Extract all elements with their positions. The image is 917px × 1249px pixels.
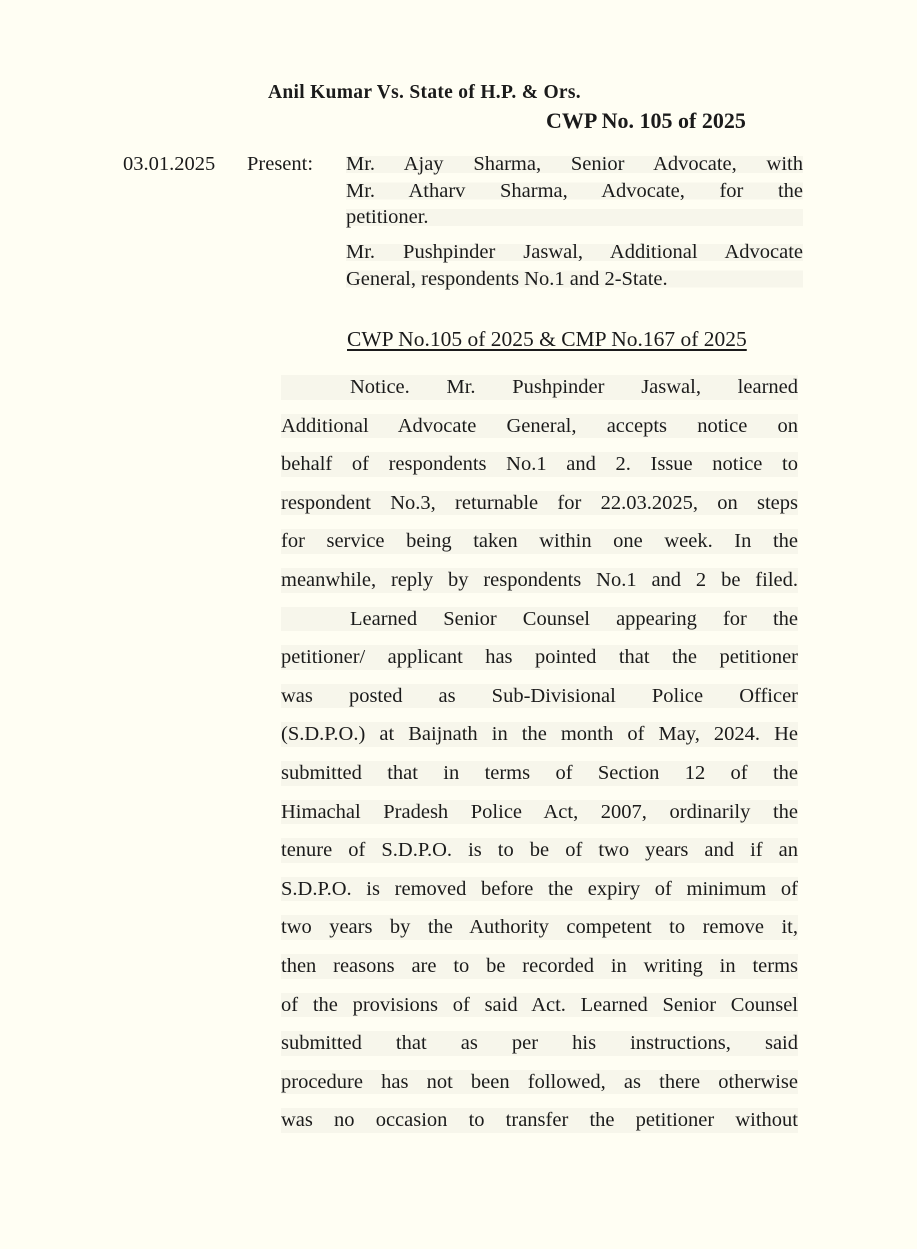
text-line: of the provisions of said Act. Learned Senior Counsel (281, 986, 798, 1025)
present-label: Present: (247, 153, 314, 175)
text-line: (S.D.P.O.) at Baijnath in the month of May, 2024. He (281, 715, 798, 754)
text-line: then reasons are to be recorded in writing in terms (281, 947, 798, 986)
case-number: CWP No. 105 of 2025 (546, 108, 746, 133)
text-line: Mr. Atharv Sharma, Advocate, for the (346, 178, 803, 205)
text-line: Himachal Pradesh Police Act, 2007, ordinarily the (281, 793, 798, 832)
order-paragraph-counsel-submission (281, 600, 798, 1140)
text-line: Learned Senior Counsel appearing for the (281, 600, 798, 639)
text-line: was posted as Sub-Divisional Police Officer (281, 677, 798, 716)
order-heading: CWP No.105 of 2025 & CMP No.167 of 2025 (347, 327, 747, 351)
text-line: two years by the Authority competent to remove it, (281, 908, 798, 947)
text-line: respondent No.3, returnable for 22.03.2025, on steps (281, 484, 798, 523)
text-line: was no occasion to transfer the petitioner without (281, 1101, 798, 1140)
hearing-date: 03.01.2025 (123, 153, 216, 175)
order-paragraph-notice (281, 368, 798, 600)
text-line: meanwhile, reply by respondents No.1 and 2 be filed. (281, 561, 798, 600)
text-line: petitioner/ applicant has pointed that the petitioner (281, 638, 798, 677)
text-line: submitted that as per his instructions, said (281, 1024, 798, 1063)
text-line: submitted that in terms of Section 12 of the (281, 754, 798, 793)
text-line: Notice. Mr. Pushpinder Jaswal, learned (281, 368, 798, 407)
text-line: Mr. Ajay Sharma, Senior Advocate, with (346, 151, 803, 178)
order-body (281, 368, 798, 1140)
text-line: petitioner. (346, 204, 803, 231)
case-title: Anil Kumar Vs. State of H.P. & Ors. (268, 82, 581, 103)
text-line: Mr. Pushpinder Jaswal, Additional Advocate (346, 239, 803, 266)
text-line: procedure has not been followed, as there otherwise (281, 1063, 798, 1102)
text-line: behalf of respondents No.1 and 2. Issue notice to (281, 445, 798, 484)
respondent-counsel-appearance (346, 239, 803, 292)
text-line: General, respondents No.1 and 2-State. (346, 266, 803, 293)
text-line: for service being taken within one week. In the (281, 522, 798, 561)
petitioner-counsel-appearance (346, 151, 803, 231)
text-line: Additional Advocate General, accepts notice on (281, 407, 798, 446)
text-line: S.D.P.O. is removed before the expiry of minimum of (281, 870, 798, 909)
text-line: tenure of S.D.P.O. is to be of two years and if an (281, 831, 798, 870)
